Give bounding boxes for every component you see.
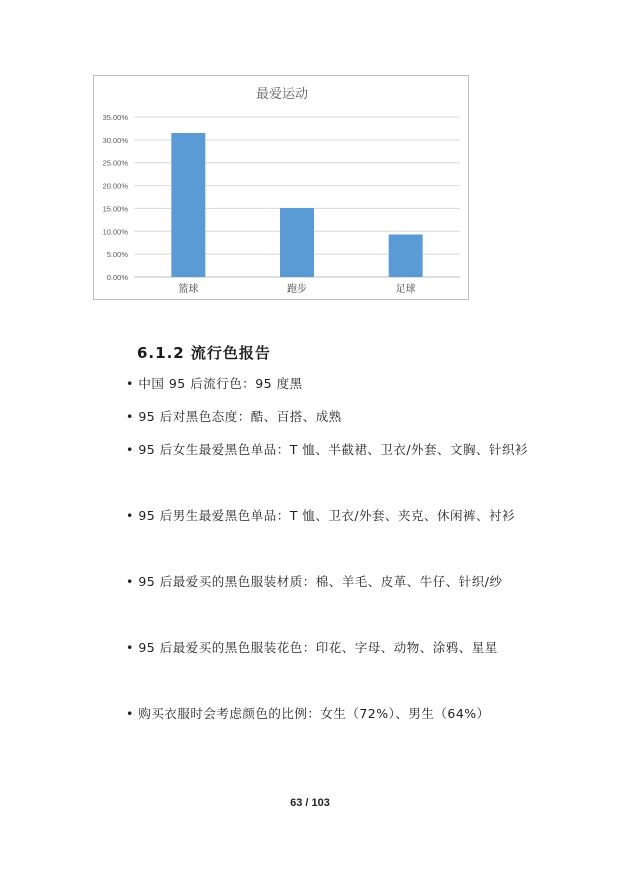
y-tick-label: 35.00%: [102, 113, 128, 122]
list-item-color: • 中国 95 后流行色：95 度黑: [126, 376, 303, 391]
y-tick-label: 20.00%: [102, 181, 128, 191]
list-item-female-items-text: • 95 后女生最爱黑色单品：T 恤、半截裙、卫衣/外套、文胸、针织衫: [126, 442, 529, 457]
list-item-material: [93, 565, 533, 598]
chart-svg: [94, 76, 470, 301]
list-item-material-text: • 95 后最爱买的黑色服装材质：棉、羊毛、皮革、牛仔、针织/纱: [126, 574, 503, 589]
y-tick-label: 15.00%: [102, 204, 128, 214]
section-heading: 6.1.2 流行色报告: [137, 344, 271, 362]
y-tick-label: 25.00%: [102, 158, 128, 168]
chart-title: 最爱运动: [255, 87, 309, 102]
list-item-male-items-text: • 95 后男生最爱黑色单品：T 恤、卫衣/外套、夹克、休闲裤、衬衫: [126, 508, 516, 523]
bar: [389, 234, 423, 277]
y-tick-label: 10.00%: [102, 227, 128, 237]
y-tick-label: 30.00%: [102, 135, 128, 145]
list-item-pattern-text: • 95 后最爱买的黑色服装花色：印花、字母、动物、涂鸦、星星: [126, 640, 498, 655]
sports-bar-chart: [93, 75, 469, 300]
x-tick-label: 跑步: [287, 284, 307, 295]
x-tick-label: 篮球: [178, 284, 199, 295]
page-number: 63 / 103: [290, 797, 330, 809]
list-item-female-items: [93, 433, 533, 466]
bar: [280, 208, 314, 277]
list-item-male-items: [93, 499, 533, 532]
list-item-attitude: • 95 后对黑色态度：酷、百搭、成熟: [126, 409, 342, 424]
y-tick-label: 0.00%: [106, 273, 128, 282]
list-item-ratio: • 购买衣服时会考虑颜色的比例：女生（72%）、男生（64%）: [126, 706, 490, 721]
list-item-pattern: [93, 631, 533, 664]
x-tick-label: 足球: [395, 284, 416, 295]
bar: [171, 133, 205, 277]
y-tick-label: 5.00%: [106, 250, 128, 260]
